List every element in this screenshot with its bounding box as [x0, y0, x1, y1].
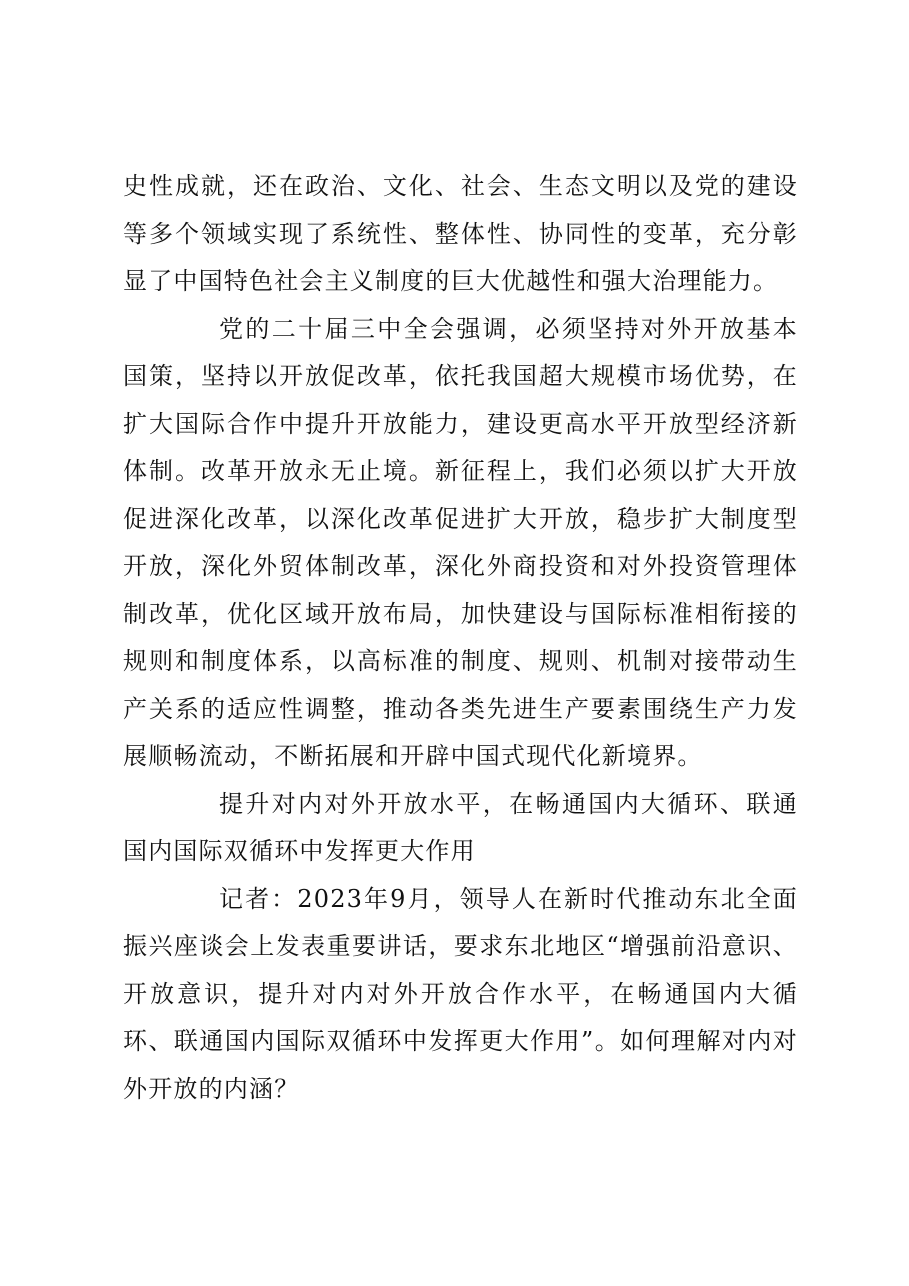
paragraph-2: 党的二十届三中全会强调，必须坚持对外开放基本国策，坚持以开放促改革，依托我国超大规模市场优势，在扩大国际合作中提升开放能力，建设更高水平开放型经济新体制。改革开放永无止境。新征程上，我们必须以扩大开放促进深化改革，以深化改革促进扩大开放，稳步扩大制度型开放，深化外贸体制改革，深化外商投资和对外投资管理体制改革，优化区域开放布局，加快建设与国际标准相衔接的规则和制度体系，以高标准的制度、规则、机制对接带动生产关系的适应性调整，推动各类先进生产要素围绕生产力发展顺畅流动，不断拓展和开辟中国式现代化新境界。 [123, 314, 798, 770]
paragraph-question: 记者：2023年9月，领导人在新时代推动东北全面振兴座谈会上发表重要讲话，要求东北地区“增强前沿意识、开放意识，提升对内对外开放合作水平，在畅通国内大循环、联通国内国际双循环中发挥更大作用”。如何理解对内对外开放的内涵？ [123, 884, 798, 1103]
document-body [123, 163, 798, 1113]
section-heading: 提升对内对外开放水平，在畅通国内大循环、联通国内国际双循环中发挥更大作用 [123, 789, 798, 865]
paragraph-1: 史性成就，还在政治、文化、社会、生态文明以及党的建设等多个领域实现了系统性、整体性、协同性的变革，充分彰显了中国特色社会主义制度的巨大优越性和强大治理能力。 [123, 172, 798, 295]
